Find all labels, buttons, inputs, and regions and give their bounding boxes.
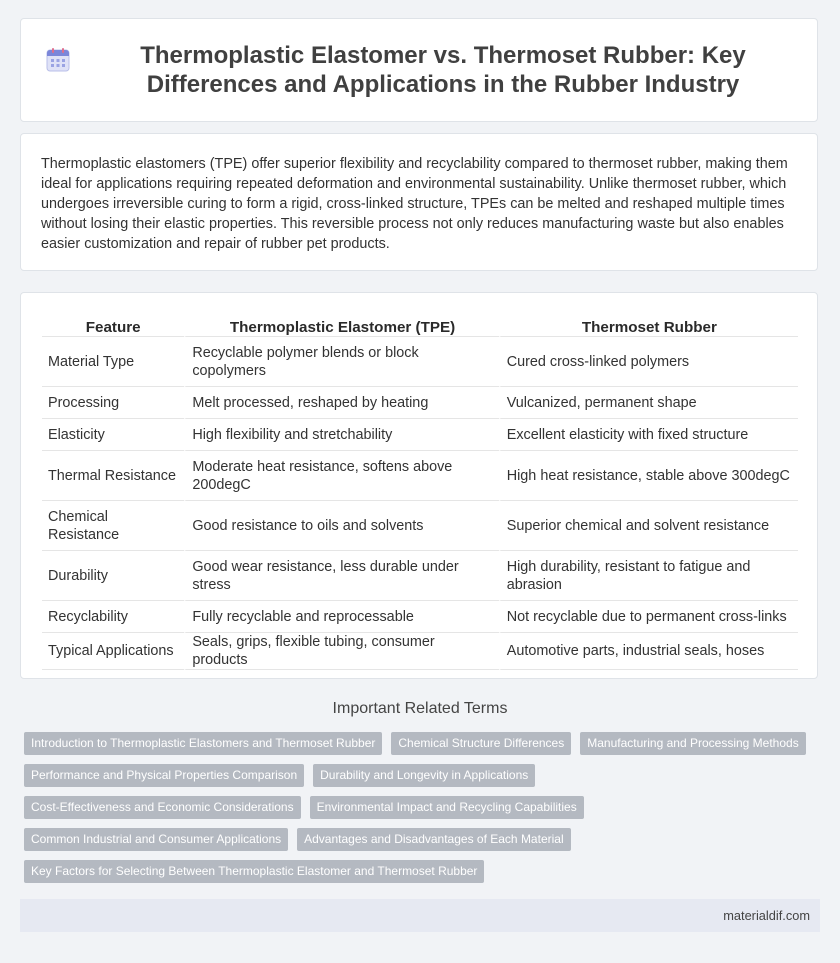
cell-feature: Typical Applications (42, 633, 184, 670)
table-row (42, 451, 798, 501)
related-tag[interactable]: Advantages and Disadvantages of Each Material (297, 828, 571, 851)
table-row (42, 387, 798, 419)
related-terms-title: Important Related Terms (332, 700, 508, 717)
cell-tpe: Fully recyclable and reprocessable (184, 601, 498, 633)
tag-row (24, 764, 824, 787)
page-title: Thermoplastic Elastomer vs. Thermoset Rubber: Key Differences and Applications in the Rubber Industry (140, 42, 746, 98)
cell-thermoset: Superior chemical and solvent resistance (499, 501, 798, 551)
cell-tpe: Melt processed, reshaped by heating (184, 387, 498, 419)
related-tag[interactable]: Manufacturing and Processing Methods (580, 732, 805, 755)
title-card (20, 18, 818, 122)
table-row (42, 633, 798, 670)
tag-row (24, 860, 824, 883)
related-tag[interactable]: Performance and Physical Properties Comparison (24, 764, 304, 787)
cell-thermoset: Automotive parts, industrial seals, hoses (499, 633, 798, 670)
cell-tpe: Good wear resistance, less durable under stress (184, 551, 498, 601)
cell-thermoset: High heat resistance, stable above 300degC (499, 451, 798, 501)
table-row (42, 501, 798, 551)
table-row (42, 551, 798, 601)
cell-thermoset: Excellent elasticity with fixed structure (499, 419, 798, 451)
related-tag[interactable]: Durability and Longevity in Applications (313, 764, 535, 787)
related-terms-tags (24, 732, 824, 892)
cell-thermoset: Cured cross-linked polymers (499, 337, 798, 387)
cell-feature: Durability (42, 551, 184, 601)
related-tag[interactable]: Common Industrial and Consumer Applications (24, 828, 288, 851)
related-tag[interactable]: Chemical Structure Differences (391, 732, 571, 755)
cell-feature: Processing (42, 387, 184, 419)
table-header-row (42, 315, 798, 337)
cell-feature: Recyclability (42, 601, 184, 633)
cell-thermoset: Not recyclable due to permanent cross-links (499, 601, 798, 633)
tag-row (24, 796, 824, 819)
title-wrap (21, 41, 817, 99)
header-thermoset: Thermoset Rubber (499, 315, 798, 337)
header-tpe: Thermoplastic Elastomer (TPE) (184, 315, 498, 337)
footer (20, 899, 820, 932)
footer-site-link[interactable]: materialdif.com (723, 908, 810, 923)
tag-row (24, 732, 824, 755)
related-tag[interactable]: Cost-Effectiveness and Economic Considerations (24, 796, 301, 819)
table-row (42, 601, 798, 633)
intro-card (20, 133, 818, 271)
related-tag[interactable]: Environmental Impact and Recycling Capabilities (310, 796, 584, 819)
table-row (42, 337, 798, 387)
cell-tpe: Good resistance to oils and solvents (184, 501, 498, 551)
calendar-icon (45, 47, 71, 73)
intro-paragraph: Thermoplastic elastomers (TPE) offer superior flexibility and recyclability compared to thermoset rubber, making them ideal for applications requiring repeated deformation and environmental sustainability. Unlike thermoset rubber, which undergoes irreversible curing to form a rigid, cross-linked structure, TPEs can be melted and reshaped multiple times without losing their elastic properties. This reversible process not only reduces manufacturing waste but also enables easier customization and repair of rubber pet products. (41, 156, 788, 252)
cell-thermoset: Vulcanized, permanent shape (499, 387, 798, 419)
header-feature: Feature (42, 315, 184, 337)
comparison-table (42, 315, 798, 670)
cell-tpe: High flexibility and stretchability (184, 419, 498, 451)
cell-tpe: Recyclable polymer blends or block copolymers (184, 337, 498, 387)
cell-feature: Thermal Resistance (42, 451, 184, 501)
cell-feature: Material Type (42, 337, 184, 387)
cell-tpe: Seals, grips, flexible tubing, consumer products (184, 633, 498, 670)
table-row (42, 419, 798, 451)
cell-feature: Elasticity (42, 419, 184, 451)
cell-tpe: Moderate heat resistance, softens above 200degC (184, 451, 498, 501)
cell-feature: Chemical Resistance (42, 501, 184, 551)
comparison-table-card (20, 292, 818, 679)
related-tag[interactable]: Key Factors for Selecting Between Thermoplastic Elastomer and Thermoset Rubber (24, 860, 484, 883)
tag-row (24, 828, 824, 851)
cell-thermoset: High durability, resistant to fatigue and abrasion (499, 551, 798, 601)
related-tag[interactable]: Introduction to Thermoplastic Elastomers and Thermoset Rubber (24, 732, 382, 755)
